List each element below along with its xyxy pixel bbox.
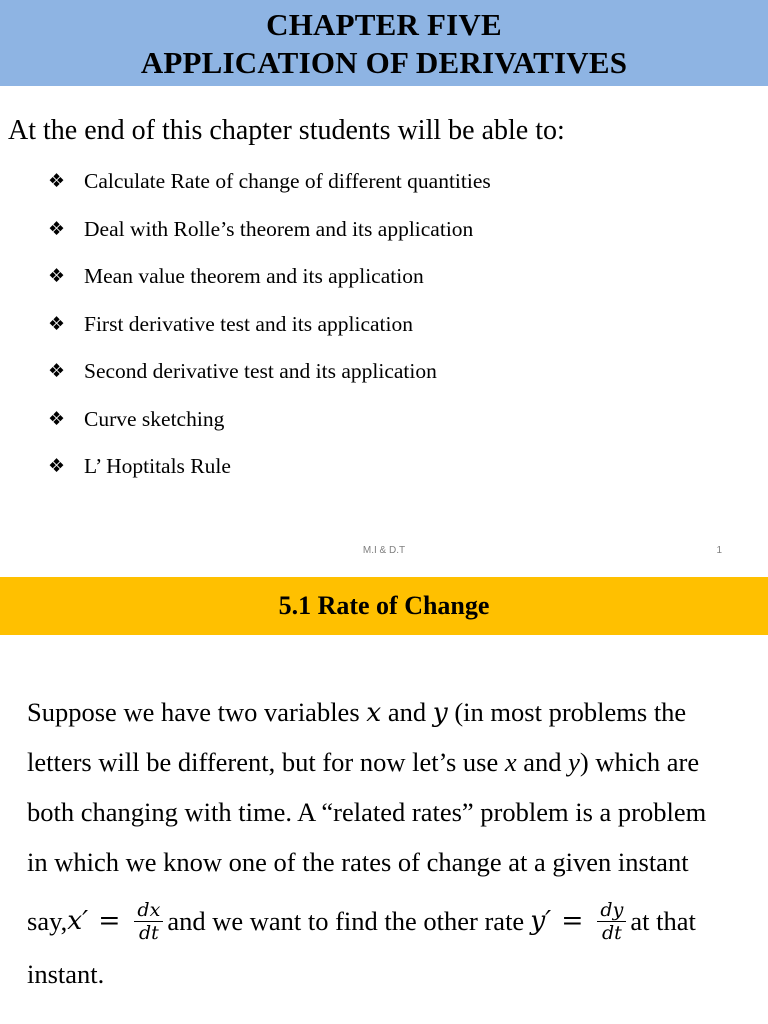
equals-sign: = <box>98 905 121 936</box>
diamond-icon: ❖ <box>48 360 66 383</box>
text-run: and <box>516 747 569 777</box>
fraction-dy-dt <box>597 899 626 944</box>
text-run: letters will be different, but for now let’s use <box>27 747 505 777</box>
paragraph-line <box>27 737 747 787</box>
paragraph-line: instant. <box>27 959 105 989</box>
slide-page-number: 1 <box>716 545 722 556</box>
fraction-numerator: dy <box>597 899 626 922</box>
list-item-label: Deal with Rolle’s theorem and its application <box>84 216 474 241</box>
chapter-title-bar <box>0 0 768 86</box>
list-item <box>48 301 491 349</box>
text-run: at that <box>630 906 696 936</box>
text-run: Suppose we have two variables <box>27 697 367 727</box>
list-item <box>48 396 491 444</box>
list-item <box>48 206 491 254</box>
paragraph-line <box>27 687 747 737</box>
x-prime: x′ <box>67 905 89 936</box>
fraction-denominator: dt <box>601 921 622 944</box>
slide-footer-authors: M.I & D.T <box>362 545 406 556</box>
slide-2 <box>0 577 768 1024</box>
fraction-numerator: dx <box>134 899 163 922</box>
variable-x: x <box>504 747 517 777</box>
text-run: say, <box>27 906 68 936</box>
diamond-icon: ❖ <box>48 170 66 193</box>
diamond-icon: ❖ <box>48 265 66 288</box>
chapter-title: CHAPTER FIVE <box>266 7 502 42</box>
text-run: and <box>381 697 433 727</box>
paragraph-line-equation <box>27 887 747 955</box>
objectives-intro: At the end of this chapter students will be able to: <box>8 115 565 146</box>
list-item-label: First derivative test and its application <box>84 311 413 336</box>
variable-y: y <box>568 747 580 777</box>
list-item-label: Curve sketching <box>84 406 225 431</box>
variable-x: x <box>366 697 382 728</box>
section-title-bar <box>0 577 768 635</box>
list-item-label: Mean value theorem and its application <box>84 264 424 289</box>
paragraph-line: in which we know one of the rates of change at a given instant <box>27 847 689 877</box>
fraction-denominator: dt <box>138 921 159 944</box>
variable-y: y <box>432 697 448 728</box>
diamond-icon: ❖ <box>48 455 66 478</box>
diamond-icon: ❖ <box>48 407 66 430</box>
list-item <box>48 348 491 396</box>
fraction-dx-dt <box>134 899 163 944</box>
list-item <box>48 158 491 206</box>
text-run: ) which are <box>579 747 700 777</box>
rate-of-change-paragraph <box>27 687 747 999</box>
objectives-list <box>48 158 491 491</box>
text-run: (in most problems the <box>447 697 687 727</box>
y-prime: y′ <box>530 905 552 936</box>
paragraph-line: both changing with time. A “related rates” problem is a problem <box>27 797 707 827</box>
equals-sign: = <box>561 905 584 936</box>
diamond-icon: ❖ <box>48 312 66 335</box>
chapter-subtitle: APPLICATION OF DERIVATIVES <box>140 45 628 80</box>
diamond-icon: ❖ <box>48 217 66 240</box>
list-item-label: Second derivative test and its application <box>84 359 437 384</box>
list-item-label: Calculate Rate of change of different quantities <box>84 169 491 194</box>
section-title: 5.1 Rate of Change <box>278 591 490 620</box>
text-run: and we want to find the other rate <box>167 906 525 936</box>
list-item-label: L’ Hoptitals Rule <box>84 454 231 479</box>
list-item <box>48 443 491 491</box>
list-item <box>48 253 491 301</box>
